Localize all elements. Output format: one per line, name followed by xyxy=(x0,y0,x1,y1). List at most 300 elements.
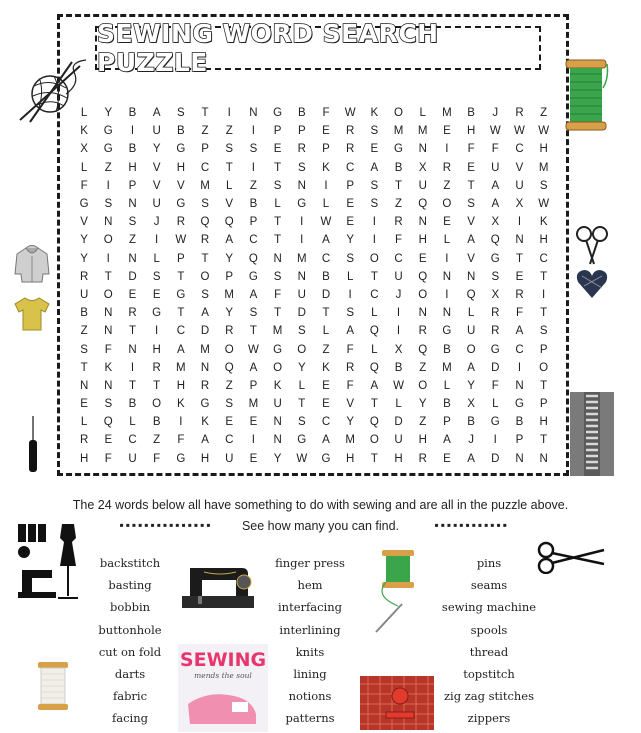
grid-letter: Q xyxy=(418,270,428,283)
grid-letter: G xyxy=(248,270,258,283)
grid-letter: G xyxy=(490,416,500,429)
grid-letter: S xyxy=(273,270,282,283)
grid-letter: E xyxy=(322,379,330,392)
grid-letter: S xyxy=(104,398,113,411)
zipper-icon xyxy=(570,392,614,476)
grid-letter: C xyxy=(176,325,185,338)
grid-letter: D xyxy=(491,361,500,374)
grid-letter: F xyxy=(322,107,330,120)
grid-letter: F xyxy=(346,343,354,356)
scissors-icon xyxy=(536,540,606,574)
sign-title: SEWING xyxy=(179,649,267,671)
grid-letter: O xyxy=(442,198,452,211)
grid-letter: A xyxy=(225,234,234,247)
thread-needle-icon xyxy=(372,546,424,636)
grid-letter: G xyxy=(176,452,186,465)
grid-letter: F xyxy=(104,452,112,465)
grid-letter: Z xyxy=(540,107,548,120)
grid-letter: N xyxy=(515,234,524,247)
grid-letter: C xyxy=(394,252,403,265)
grid-letter: L xyxy=(80,161,88,174)
grid-letter: Y xyxy=(418,398,427,411)
grid-letter: E xyxy=(443,452,451,465)
grid-letter: M xyxy=(417,125,428,138)
grid-letter: P xyxy=(346,179,354,192)
grid-letter: I xyxy=(300,234,304,247)
grid-letter: M xyxy=(224,288,235,301)
grid-letter: V xyxy=(177,179,185,192)
grid-letter: L xyxy=(129,416,136,429)
grid-letter: T xyxy=(370,452,378,465)
grid-letter: B xyxy=(394,161,403,174)
grid-letter: L xyxy=(346,270,354,283)
grid-letter: H xyxy=(394,452,403,465)
grid-letter: B xyxy=(515,416,524,429)
grid-letter: A xyxy=(152,107,161,120)
grid-letter: S xyxy=(539,325,548,338)
grid-letter: V xyxy=(467,252,475,265)
grid-letter: Q xyxy=(248,252,258,265)
word-item: backstitch xyxy=(99,556,161,570)
grid-letter: F xyxy=(346,379,354,392)
grid-letter: I xyxy=(445,143,449,156)
grid-letter: B xyxy=(128,107,137,120)
grid-letter: R xyxy=(418,325,427,338)
grid-letter: N xyxy=(297,179,306,192)
grid-letter: F xyxy=(177,434,185,447)
grid-letter: Y xyxy=(80,252,88,265)
grid-letter: L xyxy=(371,307,378,320)
grid-letter: N xyxy=(466,270,476,283)
grid-letter: M xyxy=(442,107,452,120)
grid-letter: G xyxy=(442,325,452,338)
grid-letter: E xyxy=(515,270,524,283)
grid-letter: S xyxy=(491,270,500,283)
grid-letter: S xyxy=(225,398,234,411)
grid-letter: P xyxy=(177,252,185,265)
grid-letter: R xyxy=(225,325,234,338)
grid-letter: R xyxy=(346,143,355,156)
grid-letter: Z xyxy=(225,125,233,138)
page-title: SEWING WORD SEARCH PUZZLE xyxy=(97,19,439,77)
word-item: knits xyxy=(295,644,325,659)
sewing-machine-icon xyxy=(180,562,256,614)
grid-letter: N xyxy=(273,416,282,429)
grid-letter: T xyxy=(370,398,378,411)
grid-letter: F xyxy=(491,143,499,156)
grid-letter: M xyxy=(442,361,452,374)
grid-letter: S xyxy=(370,198,379,211)
grid-letter: J xyxy=(395,288,402,301)
grid-letter: R xyxy=(346,125,355,138)
grid-letter: G xyxy=(490,252,500,265)
grid-letter: X xyxy=(467,398,475,411)
yarn-ball-icon xyxy=(10,54,98,124)
grid-letter: D xyxy=(128,270,137,283)
grid-letter: Z xyxy=(419,416,427,429)
grid-letter: O xyxy=(273,361,283,374)
grid-letter: B xyxy=(322,270,330,283)
grid-letter: R xyxy=(200,234,210,247)
grid-letter: M xyxy=(296,252,307,265)
grid-letter: I xyxy=(348,288,352,301)
intro-text: The 24 words below all have something to do with sewing and are all in the puzzle above. xyxy=(72,498,569,512)
grid-letter: A xyxy=(249,288,258,301)
grid-letter: P xyxy=(539,343,548,356)
grid-letter: T xyxy=(540,379,548,392)
grid-letter: G xyxy=(103,143,113,156)
grid-letter: Q xyxy=(224,361,234,374)
grid-letter: U xyxy=(225,452,234,465)
grid-letter: S xyxy=(201,288,209,301)
grid-letter: B xyxy=(443,343,451,356)
grid-letter: R xyxy=(200,379,210,392)
grid-letter: N xyxy=(200,361,210,374)
grid-letter: L xyxy=(443,379,451,392)
grid-letter: T xyxy=(540,434,548,447)
grid-letter: Y xyxy=(467,379,475,392)
grid-letter: M xyxy=(393,125,404,138)
grid-letter: N xyxy=(104,379,113,392)
grid-letter: Q xyxy=(418,343,428,356)
grid-letter: L xyxy=(80,107,88,120)
grid-letter: I xyxy=(396,325,401,338)
grid-letter: V xyxy=(467,216,475,229)
grid-letter: R xyxy=(346,361,355,374)
grid-letter: X xyxy=(80,143,88,156)
grid-letter: K xyxy=(322,361,330,374)
grid-letter: O xyxy=(394,107,403,120)
grid-letter: G xyxy=(200,398,210,411)
grid-letter: W xyxy=(344,107,356,120)
grid-letter: S xyxy=(104,198,113,211)
grid-letter: S xyxy=(370,179,379,192)
grid-letter: Q xyxy=(369,361,379,374)
grid-letter: B xyxy=(128,143,137,156)
grid-letter: O xyxy=(466,343,476,356)
grid-letter: I xyxy=(227,107,231,120)
grid-letter: C xyxy=(321,416,331,429)
grid-letter: F xyxy=(395,234,403,247)
grid-letter: V xyxy=(225,198,234,211)
grid-letter: G xyxy=(176,143,186,156)
grid-letter: N xyxy=(104,307,113,320)
grid-letter: X xyxy=(491,288,500,301)
grid-letter: Z xyxy=(443,179,451,192)
grid-letter: Z xyxy=(80,325,88,338)
grid-letter: C xyxy=(249,234,258,247)
grid-letter: T xyxy=(274,234,282,247)
grid-letter: Q xyxy=(369,325,379,338)
grid-letter: P xyxy=(249,379,258,392)
grid-letter: K xyxy=(104,361,113,374)
grid-letter: E xyxy=(225,416,234,429)
grid-letter: D xyxy=(491,452,500,465)
grid-letter: H xyxy=(418,234,427,247)
grid-letter: G xyxy=(514,398,524,411)
grid-letter: U xyxy=(418,179,427,192)
grid-letter: A xyxy=(443,434,451,447)
grid-letter: R xyxy=(297,143,306,156)
grid-letter: P xyxy=(322,143,330,156)
grid-letter: B xyxy=(467,107,475,120)
grid-letter: B xyxy=(394,361,403,374)
grid-letter: I xyxy=(179,416,183,429)
grid-letter: N xyxy=(442,307,452,320)
sewing-sign-image xyxy=(178,644,268,732)
grid-letter: H xyxy=(539,143,548,156)
grid-letter: W xyxy=(538,125,550,138)
word-item: interfacing xyxy=(277,600,342,615)
grid-letter: S xyxy=(370,125,379,138)
grid-letter: P xyxy=(249,216,258,229)
grid-letter: S xyxy=(128,216,137,229)
grid-letter: N xyxy=(515,379,524,392)
grid-letter: K xyxy=(322,161,330,174)
grid-letter: R xyxy=(152,361,161,374)
grid-letter: D xyxy=(297,307,306,320)
grid-letter: F xyxy=(515,307,523,320)
grid-letter: Z xyxy=(153,434,161,447)
grid-letter: N xyxy=(539,452,548,465)
word-item: fabric xyxy=(112,689,148,704)
grid-letter: D xyxy=(200,325,210,338)
grid-letter: M xyxy=(248,398,259,411)
grid-letter: C xyxy=(200,161,210,174)
grid-letter: B xyxy=(443,398,451,411)
grid-letter: U xyxy=(466,325,476,338)
grid-letter: U xyxy=(394,270,403,283)
cream-thread-spool-icon xyxy=(36,660,70,712)
grid-letter: I xyxy=(372,234,376,247)
grid-letter: S xyxy=(467,198,475,211)
grid-letter: X xyxy=(418,161,427,174)
grid-letter: E xyxy=(104,434,113,447)
scissors-heart-icon xyxy=(572,224,612,302)
grid-letter: L xyxy=(371,343,378,356)
grid-letter: U xyxy=(128,452,137,465)
grid-letter: I xyxy=(542,288,546,301)
grid-letter: M xyxy=(538,161,549,174)
grid-letter: Y xyxy=(225,252,234,265)
grid-letter: R xyxy=(79,434,89,447)
grid-letter: E xyxy=(467,161,475,174)
grid-letter: T xyxy=(177,307,185,320)
grid-letter: L xyxy=(80,416,88,429)
grid-letter: G xyxy=(394,143,403,156)
word-item: lining xyxy=(293,666,327,681)
grid-letter: E xyxy=(443,216,451,229)
grid-letter: E xyxy=(322,398,330,411)
hoodie-icon xyxy=(14,244,50,284)
grid-letter: W xyxy=(514,125,525,138)
grid-letter: W xyxy=(175,234,187,247)
grid-letter: R xyxy=(491,325,500,338)
grid-letter: A xyxy=(201,307,209,320)
grid-letter: D xyxy=(394,416,403,429)
grid-letter: M xyxy=(272,325,283,338)
grid-letter: K xyxy=(201,416,209,429)
grid-letter: C xyxy=(370,288,379,301)
grid-letter: T xyxy=(177,270,185,283)
grid-letter: L xyxy=(467,307,475,320)
grid-letter: A xyxy=(370,161,379,174)
grid-letter: F xyxy=(467,143,475,156)
word-item: darts xyxy=(114,666,146,681)
grid-letter: G xyxy=(297,198,307,211)
grid-letter: M xyxy=(200,179,210,192)
grid-letter: C xyxy=(346,161,355,174)
grid-letter: C xyxy=(515,343,524,356)
grid-letter: G xyxy=(297,434,307,447)
intro-subtext: See how many you can find. xyxy=(241,519,400,533)
grid-letter: A xyxy=(467,234,475,247)
grid-letter: R xyxy=(394,216,403,229)
grid-letter: A xyxy=(201,434,209,447)
grid-letter: G xyxy=(152,307,162,320)
grid-letter: L xyxy=(322,198,330,211)
grid-letter: I xyxy=(300,216,304,229)
grid-letter: I xyxy=(106,179,110,192)
sewing-tools-icon xyxy=(16,520,90,602)
grid-letter: F xyxy=(491,379,499,392)
grid-letter: E xyxy=(128,288,137,301)
sign-subtitle: mends the soul xyxy=(194,671,252,680)
grid-letter: N xyxy=(273,434,282,447)
grid-letter: O xyxy=(152,398,162,411)
grid-letter: A xyxy=(322,234,330,247)
grid-letter: U xyxy=(152,125,161,138)
grid-letter: N xyxy=(442,270,452,283)
grid-letter: L xyxy=(443,234,451,247)
grid-letter: Z xyxy=(201,125,209,138)
grid-letter: H xyxy=(176,161,185,174)
grid-letter: I xyxy=(130,361,135,374)
grid-letter: Q xyxy=(418,198,428,211)
grid-letter: O xyxy=(103,288,113,301)
grid-letter: W xyxy=(296,452,308,465)
grid-letter: L xyxy=(492,398,499,411)
grid-letter: B xyxy=(177,125,185,138)
grid-letter: G xyxy=(176,288,186,301)
grid-letter: C xyxy=(539,252,548,265)
grid-letter: S xyxy=(297,325,306,338)
grid-letter: O xyxy=(369,434,379,447)
grid-letter: P xyxy=(443,416,451,429)
grid-letter: I xyxy=(396,307,401,320)
grid-letter: T xyxy=(540,307,548,320)
word-item: cut on fold xyxy=(98,644,162,659)
grid-letter: E xyxy=(249,452,258,465)
grid-letter: I xyxy=(517,361,522,374)
dotted-divider-left: ▪▪▪▪▪▪▪▪▪▪▪▪▪▪▪ xyxy=(118,519,212,533)
grid-letter: A xyxy=(491,198,500,211)
grid-letter: X xyxy=(491,216,500,229)
grid-letter: I xyxy=(445,252,449,265)
grid-letter: S xyxy=(346,307,354,320)
grid-letter: O xyxy=(369,252,379,265)
grid-letter: N xyxy=(418,143,427,156)
grid-letter: G xyxy=(273,107,283,120)
grid-letter: A xyxy=(177,343,185,356)
grid-letter: P xyxy=(201,143,209,156)
grid-letter: R xyxy=(418,452,427,465)
grid-letter: L xyxy=(274,198,281,211)
word-item: hem xyxy=(297,578,323,593)
grid-letter: B xyxy=(80,307,88,320)
grid-letter: E xyxy=(370,143,379,156)
button-fabric-image xyxy=(360,676,434,730)
grid-letter: A xyxy=(467,361,475,374)
grid-letter: K xyxy=(273,379,282,392)
grid-letter: S xyxy=(273,179,282,192)
grid-letter: E xyxy=(346,216,354,229)
grid-letter: Q xyxy=(490,234,500,247)
grid-letter: F xyxy=(153,452,161,465)
word-item: interlining xyxy=(279,622,341,637)
grid-letter: L xyxy=(153,252,160,265)
grid-letter: L xyxy=(322,325,330,338)
grid-letter: U xyxy=(152,198,161,211)
grid-letter: L xyxy=(395,398,402,411)
grid-letter: G xyxy=(490,343,500,356)
grid-letter: P xyxy=(225,270,234,283)
grid-letter: N xyxy=(515,452,524,465)
grid-letter: S xyxy=(346,252,354,265)
grid-letter: Y xyxy=(152,143,161,156)
grid-letter: S xyxy=(297,416,306,429)
grid-letter: Q xyxy=(200,216,210,229)
grid-letter: E xyxy=(152,288,161,301)
grid-letter: G xyxy=(321,452,331,465)
grid-letter: O xyxy=(539,361,549,374)
grid-letter: O xyxy=(200,270,210,283)
grid-letter: S xyxy=(225,143,234,156)
grid-letter: V xyxy=(152,179,161,192)
grid-letter: Z xyxy=(249,179,257,192)
grid-letter: X xyxy=(394,343,403,356)
grid-letter: I xyxy=(251,161,255,174)
grid-letter: K xyxy=(370,107,379,120)
grid-letter: E xyxy=(273,143,282,156)
grid-letter: V xyxy=(346,398,354,411)
grid-letter: J xyxy=(492,107,499,120)
grid-letter: I xyxy=(493,434,497,447)
grid-letter: H xyxy=(539,234,548,247)
grid-letter: P xyxy=(539,398,548,411)
grid-letter: W xyxy=(247,343,259,356)
grid-letter: G xyxy=(176,198,186,211)
grid-letter: S xyxy=(249,143,258,156)
grid-letter: N xyxy=(79,379,89,392)
grid-letter: R xyxy=(515,288,524,301)
grid-letter: Q xyxy=(224,216,234,229)
grid-letter: G xyxy=(273,343,283,356)
grid-letter: M xyxy=(345,434,355,447)
grid-letter: T xyxy=(370,270,378,283)
grid-letter: B xyxy=(249,198,258,211)
grid-letter: T xyxy=(225,161,233,174)
grid-letter: T xyxy=(467,179,475,192)
grid-letter: X xyxy=(515,198,524,211)
grid-letter: M xyxy=(176,361,186,374)
grid-letter: R xyxy=(79,270,89,283)
grid-letter: J xyxy=(468,434,474,447)
grid-letter: Q xyxy=(103,416,113,429)
title-box xyxy=(95,19,541,77)
grid-letter: S xyxy=(152,270,161,283)
grid-letter: Q xyxy=(466,288,476,301)
